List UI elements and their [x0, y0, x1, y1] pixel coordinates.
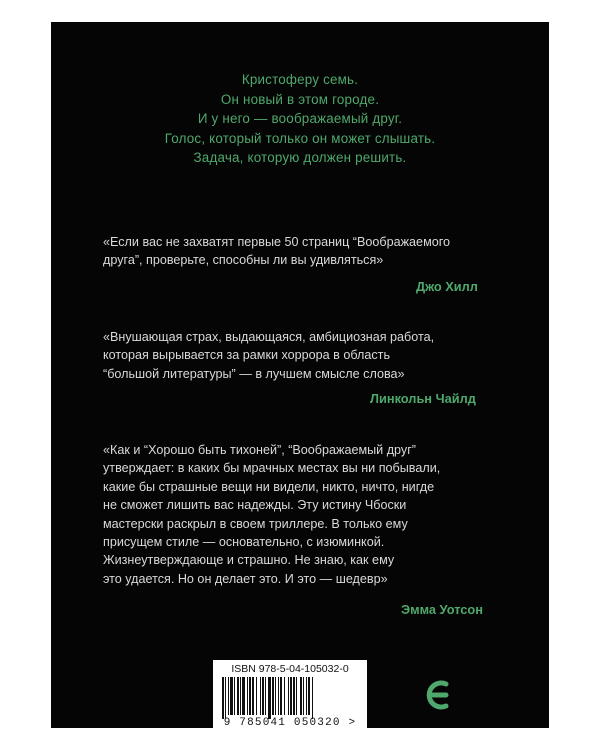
barcode-bar — [249, 677, 251, 715]
quote-lincoln-child — [103, 328, 503, 383]
barcode-bar — [268, 677, 271, 719]
barcode-bar — [284, 677, 285, 715]
barcode-bar — [234, 677, 235, 715]
quote-joe-hill — [103, 233, 503, 270]
intro-line: Задача, которую должен решить. — [193, 150, 407, 166]
intro-line: Он новый в этом городе. — [220, 91, 380, 107]
quote-line: Жизнеутверждающе и страшно. Не знаю, как ему — [103, 553, 395, 568]
barcode-bar — [230, 677, 233, 715]
quote-line: мастерски раскрыл в своем триллере. В только ему — [103, 516, 408, 531]
eksmo-logo-icon — [424, 677, 454, 713]
quote-author: Эмма Уотсон — [401, 602, 483, 617]
barcode-bar — [240, 677, 241, 715]
barcode-bar — [275, 677, 276, 715]
barcode-bar — [256, 677, 257, 715]
barcode-bar — [252, 677, 254, 715]
quote-line: присущем стиле — основательно, с изюминкой. — [103, 535, 385, 550]
barcode-bar — [312, 677, 313, 719]
barcode-bar — [262, 677, 264, 715]
quote-line: не сможет лишить вас надежды. Эту истину Чбоски — [103, 498, 407, 513]
barcode-bar — [222, 677, 224, 719]
barcode-bar — [247, 677, 248, 715]
barcode-bar — [308, 677, 310, 715]
quote-line: «Если вас не захватят первые 50 страниц “Воображаемого — [103, 235, 451, 249]
barcode-bar — [225, 677, 226, 719]
quote-author: Джо Хилл — [416, 279, 478, 294]
barcode-bar — [280, 677, 282, 715]
quote-line: «Как и “Хорошо быть тихоней”, “Воображаемый друг” — [103, 443, 416, 457]
isbn-barcode — [213, 660, 367, 732]
intro-line: И у него — воображаемый друг. — [197, 111, 403, 127]
barcode-bar — [260, 677, 261, 715]
barcode-bar — [265, 677, 266, 715]
intro-line: Кристоферу семь. — [241, 72, 359, 87]
barcode-bar — [278, 677, 279, 715]
intro-text — [51, 70, 549, 168]
intro-line: Голос, который только он может слышать. — [164, 130, 436, 146]
barcode-bar — [288, 677, 289, 715]
barcode-bar — [300, 677, 302, 715]
quote-emma-watson — [103, 441, 503, 588]
isbn-label: ISBN 978-5-04-105032-0 — [231, 663, 349, 675]
barcode-bar — [237, 677, 239, 715]
quote-line: какие бы страшные вещи ни видели, никто, ничто, нигде — [103, 479, 435, 494]
barcode-digits: 9 785041 050320 > — [223, 717, 357, 729]
book-back-cover — [51, 22, 549, 728]
quote-line: “большой литературы” — в лучшем смысле слова» — [103, 366, 405, 381]
quote-line: «Внушающая страх, выдающаяся, амбициозная работа, — [103, 330, 435, 344]
quote-line: это удается. Но он делает это. И это — шедевр» — [103, 571, 388, 586]
quote-line: которая вырывается за рамки хоррора в область — [103, 348, 390, 363]
barcode-bar — [303, 677, 304, 715]
quote-line: утверждает: в каких бы мрачных местах вы ни побывали, — [103, 461, 441, 476]
barcode-bar — [290, 677, 292, 715]
barcode-bar — [306, 677, 307, 715]
barcode-bar — [272, 677, 274, 715]
quote-author: Линкольн Чайлд — [370, 391, 476, 406]
quote-line: друга”, проверьте, способны ли вы удивляться» — [103, 253, 384, 268]
barcode-bar — [228, 677, 229, 715]
barcode-bar — [242, 677, 245, 715]
barcode-bar — [296, 677, 297, 715]
barcode-bar — [293, 677, 295, 715]
